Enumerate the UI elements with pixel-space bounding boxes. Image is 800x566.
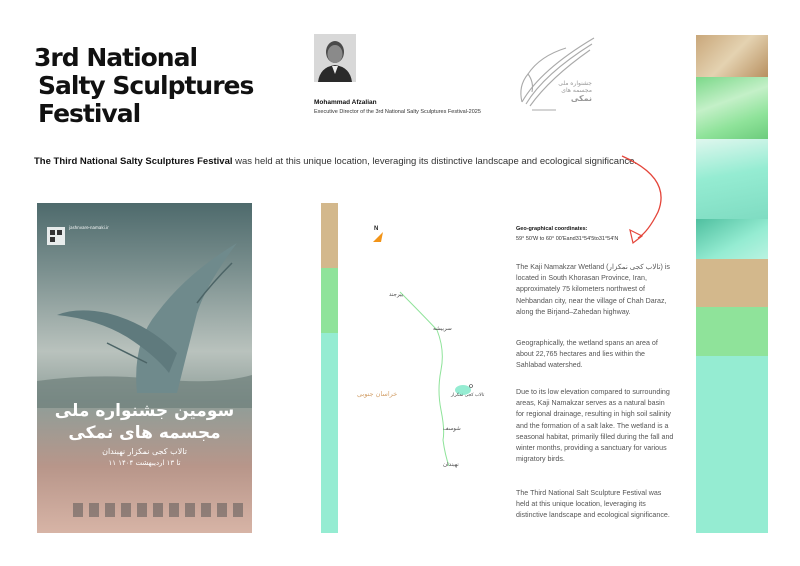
title-line-3: Festival [38, 99, 141, 128]
province-label: خراسان جنوبی [357, 390, 398, 398]
logo-text-1: جشنواره ملی [558, 80, 592, 87]
strip-green-right [696, 307, 768, 356]
intro-bold: The Third National Salty Sculptures Festival [34, 156, 233, 167]
logo-text-2: مجسمه های [561, 87, 592, 94]
photo-mint [696, 139, 768, 219]
strip-tan [321, 203, 338, 268]
director-role: Executive Director of the 3rd National Salty Sculptures Festival-2025 [314, 109, 481, 115]
paragraph-2: Geographically, the wetland spans an area of about 22,765 hectares and lies within the Sahlabad watershed. [516, 339, 658, 370]
strip-mint-right [696, 356, 768, 533]
region-map [345, 226, 495, 490]
wetland-label: تالاب کجی نمکزار [451, 393, 485, 398]
city-birjand: بیرجند [389, 292, 404, 298]
festival-poster [37, 203, 252, 533]
coordinates-heading: Geo-graphical coordinates: [516, 226, 588, 232]
poster-title-2: مجسمه های نمکی [68, 423, 221, 443]
wing-logo-icon [510, 30, 600, 120]
city-nehbandan: نهبندان [443, 462, 459, 468]
poster-sponsor-logos [73, 503, 243, 517]
paragraph-3: Due to its low elevation compared to surrounding areas, Kaji Namakzar serves as a natural basin for regional drainage, resulting in high soil salinity and the formation of a salt lake. The wetland is a seasonal habitat, primarily filled during the fall and winter months, providing a sanctuary for various migratory birds. [516, 388, 674, 464]
poster-subtitle: تالاب کجی نمکزار نهبندان [102, 447, 187, 456]
intro-sentence [34, 156, 637, 167]
poster-title-1: سومین جشنواره ملی [54, 401, 235, 421]
photo-strip-right [696, 35, 768, 533]
north-label: N [374, 226, 379, 232]
poster-site: jashnvare-namaki.ir [69, 225, 109, 230]
coordinates-value: 59° 50'W to 60° 00'Eand31°54'5to31°54'N [516, 236, 619, 242]
paragraph-1: The Kaji Namakzar Wetland (تالاب کجی نمکزار) is located in South Khorasan Province, Iran, approximately 75 kilometers northwest of Nehbandan city, near the village of Chah Daraz, along the Birjand–Zahedan highway. [516, 263, 670, 316]
title-line-1: 3rd National [34, 43, 198, 72]
photo-green [696, 77, 768, 139]
photo-tan [696, 35, 768, 77]
red-arrow-icon [560, 150, 680, 250]
logo-text-3: نمکی [570, 94, 592, 103]
strip-mint [321, 333, 338, 533]
title-line-2: Salty Sculptures [38, 71, 254, 100]
paragraph-4: The Third National Salt Sculpture Festival was held at this unique location, leveraging its distinctive landscape and ecological significance. [516, 489, 670, 520]
poster-dates: ۱۱ تا ۱۳ اردیبهشت ۱۴۰۴ [108, 459, 181, 467]
festival-title [34, 44, 253, 128]
strip-tan-right [696, 259, 768, 307]
city-shusf: شوسف [443, 426, 461, 432]
intro-rest: was held at this unique location, leveraging its distinctive landscape and ecological significance. [232, 156, 638, 167]
color-strip-left [321, 203, 338, 533]
photo-dark-mint [696, 219, 768, 259]
director-photo [314, 34, 356, 82]
strip-green [321, 268, 338, 333]
festival-logo [510, 30, 600, 120]
director-name: Mohammad Afzalian [314, 99, 377, 106]
city-sarbisheh: سربیشه [433, 326, 452, 332]
